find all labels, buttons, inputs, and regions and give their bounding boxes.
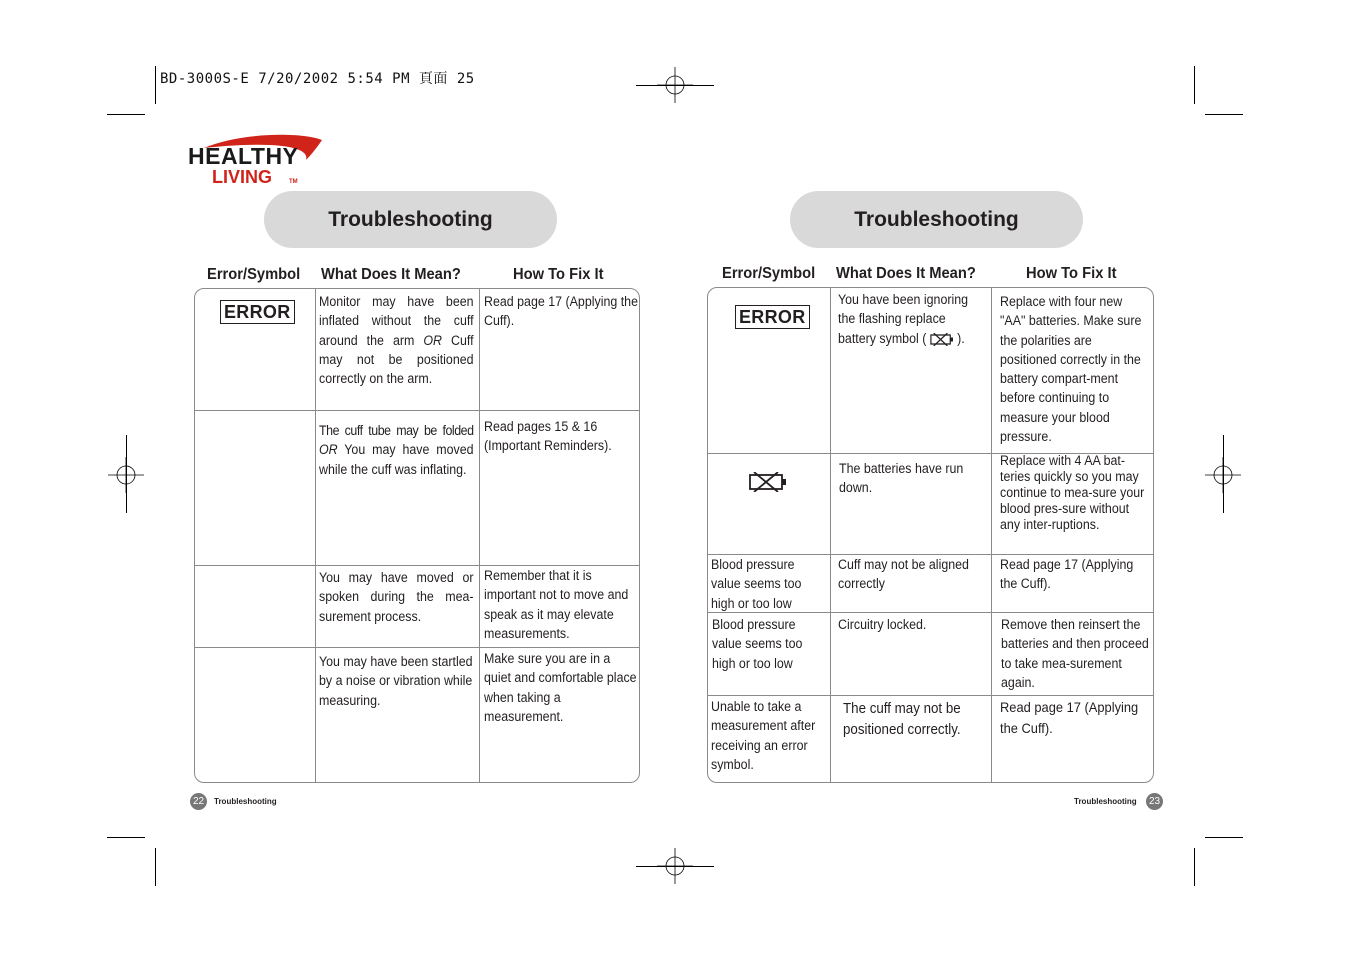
crop-mark xyxy=(107,114,145,115)
logo-wordmark: HEALTHY xyxy=(188,143,299,169)
registration-tick xyxy=(636,85,714,86)
crop-mark xyxy=(1194,66,1195,104)
table-cell-meaning: The batteries have run down. xyxy=(839,461,964,496)
error-symbol: ERROR xyxy=(220,300,295,324)
column-divider xyxy=(479,289,480,782)
column-header-meaning: What Does It Mean? xyxy=(321,266,461,283)
column-header-fix: How To Fix It xyxy=(1026,265,1117,282)
crop-mark xyxy=(1205,114,1243,115)
table-cell-symbol: Unable to take a measurement after receiving an error symbol. xyxy=(711,699,816,772)
table-cell-fix: Read pages 15 & 16 (Important Reminders). xyxy=(484,419,612,454)
error-symbol: ERROR xyxy=(735,305,810,329)
footer-section-label: Troubleshooting xyxy=(214,797,277,806)
table-cell-fix: Read page 17 (Applying the Cuff). xyxy=(1000,699,1139,736)
crop-mark xyxy=(1194,848,1195,886)
registration-tick xyxy=(636,866,714,867)
table-cell-symbol: Blood pressure value seems too high or too low xyxy=(711,557,802,611)
print-slug: BD-3000S-E 7/20/2002 5:54 PM 頁面 25 xyxy=(160,71,475,87)
registration-tick xyxy=(1223,435,1224,513)
crop-mark xyxy=(155,848,156,886)
table-cell-meaning: You have been ignoring the flashing replace battery symbol ( ). xyxy=(838,292,969,346)
table-cell-fix: Replace with four new "AA" batteries. Make sure the polarities are positioned correctly in the battery compart-ment before continuing to measure your blood pressure. xyxy=(1000,294,1142,445)
row-divider xyxy=(195,410,639,411)
column-divider xyxy=(315,289,316,782)
page-number: 23 xyxy=(1146,793,1163,810)
table-cell-fix: Remove then reinsert the batteries and then proceed to take mea-surement again. xyxy=(1001,617,1149,690)
row-divider xyxy=(195,647,639,648)
table-cell-fix: Read page 17 (Applying the Cuff). xyxy=(1000,557,1134,592)
logo-trademark: TM xyxy=(289,179,298,185)
column-divider xyxy=(830,288,831,782)
table-cell-fix: Remember that it is important not to move and speak as it may elevate measurements. xyxy=(484,568,629,641)
table-cell-meaning: The cuff tube may be folded OR You may have moved while the cuff was inflating. xyxy=(319,423,474,477)
column-divider xyxy=(991,288,992,782)
column-header-fix: How To Fix It xyxy=(513,266,604,283)
row-divider xyxy=(708,695,1153,696)
table-cell-meaning: The cuff may not be positioned correctly. xyxy=(843,701,961,738)
page-title: Troubleshooting xyxy=(790,191,1083,248)
table-cell-meaning: Monitor may have been inflated without the cuff around the arm OR Cuff may not be positioned correctly on the arm. xyxy=(319,294,474,387)
table-cell-fix: Replace with 4 AA bat-teries quickly so you may continue to mea-sure your blood pres-sure without any inter-ruptions. xyxy=(1000,453,1145,532)
page-title: Troubleshooting xyxy=(264,191,557,248)
logo-subword: LIVING xyxy=(212,167,273,187)
crop-mark xyxy=(155,66,156,104)
table-cell-fix: Read page 17 (Applying the Cuff). xyxy=(484,294,638,329)
table-cell-meaning: Cuff may not be aligned correctly xyxy=(838,557,969,592)
page-number: 22 xyxy=(190,793,207,810)
table-cell-meaning: You may have been startled by a noise or vibration while measuring. xyxy=(319,654,473,708)
column-header-symbol: Error/Symbol xyxy=(207,266,301,283)
battery-crossed-icon xyxy=(930,333,954,346)
table-cell-meaning: You may have moved or spoken during the mea-surement process. xyxy=(319,570,474,624)
crop-mark xyxy=(1205,837,1243,838)
registration-tick xyxy=(126,435,127,513)
battery-crossed-icon xyxy=(748,472,788,492)
table-cell-meaning: Circuitry locked. xyxy=(838,617,927,632)
table-cell-fix: Make sure you are in a quiet and comfortable place when taking a measurement. xyxy=(484,651,637,724)
crop-mark xyxy=(107,837,145,838)
column-header-symbol: Error/Symbol xyxy=(722,265,816,282)
column-header-meaning: What Does It Mean? xyxy=(836,265,976,282)
table-cell-symbol: Blood pressure value seems too high or too low xyxy=(712,617,803,671)
footer-section-label: Troubleshooting xyxy=(1074,797,1137,806)
